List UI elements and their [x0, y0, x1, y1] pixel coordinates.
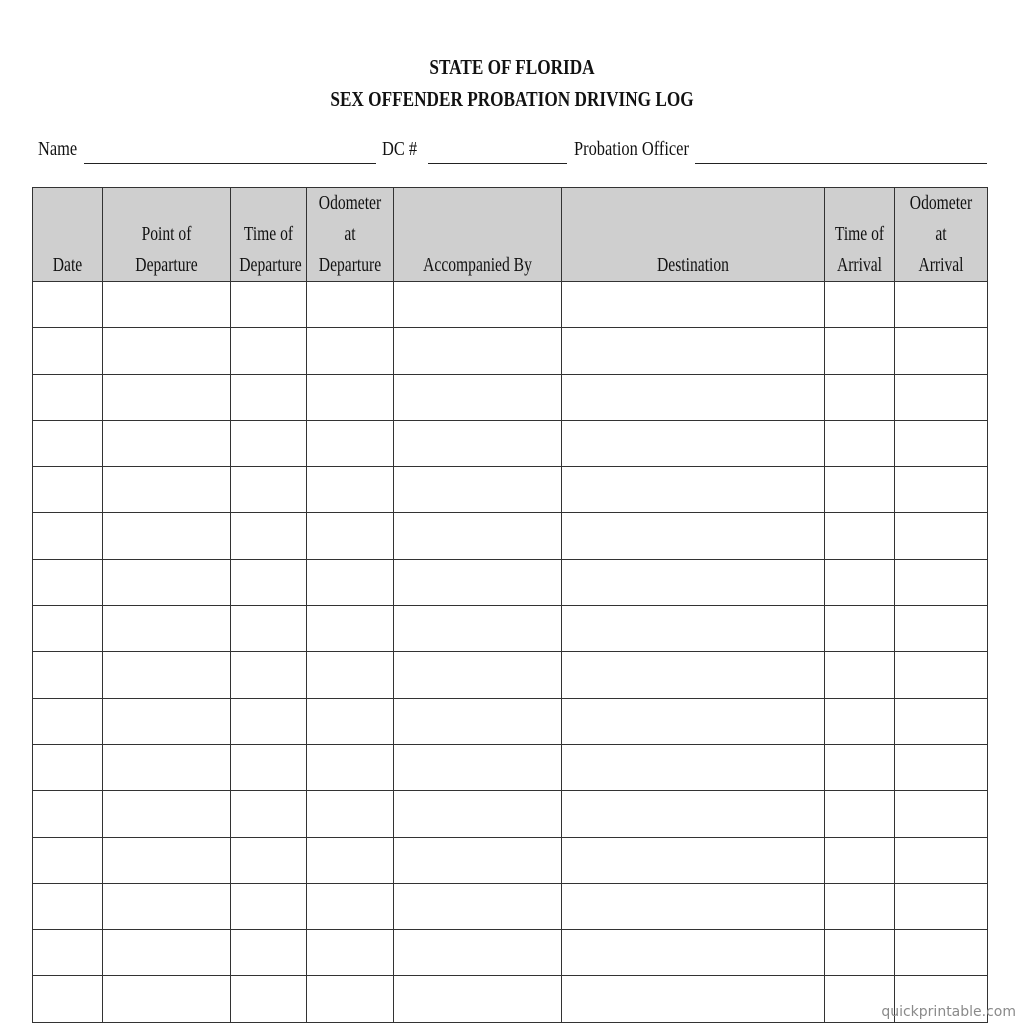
table-cell[interactable]: [562, 791, 825, 837]
table-cell[interactable]: [394, 606, 562, 652]
table-cell[interactable]: [231, 559, 307, 605]
table-cell[interactable]: [394, 652, 562, 698]
table-cell[interactable]: [103, 513, 231, 559]
table-cell[interactable]: [562, 976, 825, 1022]
form-title-log: SEX OFFENDER PROBATION DRIVING LOG: [330, 87, 694, 111]
table-row: [33, 374, 988, 420]
table-cell[interactable]: [33, 420, 103, 466]
table-cell[interactable]: [825, 791, 895, 837]
table-cell[interactable]: [103, 328, 231, 374]
table-cell[interactable]: [231, 374, 307, 420]
table-cell[interactable]: [307, 976, 394, 1022]
watermark: quickprintable.com: [881, 1004, 1016, 1020]
table-cell[interactable]: [231, 791, 307, 837]
table-cell[interactable]: [825, 420, 895, 466]
table-cell[interactable]: [231, 930, 307, 976]
table-cell[interactable]: [825, 559, 895, 605]
table-cell[interactable]: [231, 282, 307, 328]
table-cell[interactable]: [562, 883, 825, 929]
table-cell[interactable]: [825, 652, 895, 698]
table-row: [33, 467, 988, 513]
table-cell[interactable]: [103, 744, 231, 790]
table-cell[interactable]: [825, 930, 895, 976]
table-cell[interactable]: [307, 282, 394, 328]
table-cell[interactable]: [562, 930, 825, 976]
table-row: [33, 513, 988, 559]
table-cell[interactable]: [562, 698, 825, 744]
table-row: [33, 976, 988, 1022]
name-field[interactable]: [84, 163, 376, 164]
table-cell[interactable]: [895, 698, 988, 744]
table-cell[interactable]: [895, 883, 988, 929]
table-cell[interactable]: [394, 420, 562, 466]
table-cell[interactable]: [103, 559, 231, 605]
table-cell[interactable]: [231, 420, 307, 466]
table-cell[interactable]: [394, 744, 562, 790]
table-cell[interactable]: [231, 837, 307, 883]
table-cell[interactable]: [33, 837, 103, 883]
table-cell[interactable]: [394, 513, 562, 559]
table-cell[interactable]: [103, 976, 231, 1022]
table-cell[interactable]: [562, 513, 825, 559]
table-cell[interactable]: [307, 374, 394, 420]
table-cell[interactable]: [103, 374, 231, 420]
table-cell[interactable]: [825, 883, 895, 929]
table-cell[interactable]: [231, 467, 307, 513]
table-cell[interactable]: [895, 467, 988, 513]
table-row: [33, 883, 988, 929]
table-cell[interactable]: [825, 606, 895, 652]
table-cell[interactable]: [895, 559, 988, 605]
table-cell[interactable]: [103, 930, 231, 976]
table-cell[interactable]: [394, 374, 562, 420]
table-cell[interactable]: [394, 467, 562, 513]
table-cell[interactable]: [394, 883, 562, 929]
table-cell[interactable]: [33, 652, 103, 698]
column-header-odometer-at-departure: Odometer at Departure: [307, 188, 394, 282]
table-cell[interactable]: [394, 328, 562, 374]
table-cell[interactable]: [394, 791, 562, 837]
table-cell[interactable]: [394, 930, 562, 976]
table-cell[interactable]: [103, 837, 231, 883]
column-header-point-of-departure: Point of Departure: [103, 188, 231, 282]
table-cell[interactable]: [231, 328, 307, 374]
table-cell[interactable]: [825, 282, 895, 328]
table-cell[interactable]: [231, 976, 307, 1022]
table-cell[interactable]: [33, 606, 103, 652]
table-cell[interactable]: [307, 606, 394, 652]
column-header-odometer-at-arrival: Odometer at Arrival: [895, 188, 988, 282]
column-header-time-of-arrival: Time of Arrival: [825, 188, 895, 282]
table-cell[interactable]: [33, 559, 103, 605]
table-cell[interactable]: [103, 652, 231, 698]
table-cell[interactable]: [562, 374, 825, 420]
table-cell[interactable]: [33, 328, 103, 374]
table-cell[interactable]: [562, 652, 825, 698]
table-body: [33, 282, 988, 1023]
driving-log-table: [32, 187, 988, 1023]
table-cell[interactable]: [307, 744, 394, 790]
table-cell[interactable]: [307, 513, 394, 559]
table-cell[interactable]: [231, 744, 307, 790]
table-cell[interactable]: [895, 328, 988, 374]
table-row: [33, 420, 988, 466]
table-cell[interactable]: [33, 374, 103, 420]
table-cell[interactable]: [562, 328, 825, 374]
table-cell[interactable]: [895, 374, 988, 420]
table-cell[interactable]: [307, 837, 394, 883]
table-cell[interactable]: [307, 652, 394, 698]
table-cell[interactable]: [394, 698, 562, 744]
table-cell[interactable]: [103, 282, 231, 328]
table-cell[interactable]: [825, 837, 895, 883]
table-row: [33, 559, 988, 605]
table-cell[interactable]: [562, 282, 825, 328]
table-cell[interactable]: [103, 420, 231, 466]
table-cell[interactable]: [394, 282, 562, 328]
table-cell[interactable]: [307, 420, 394, 466]
table-cell[interactable]: [562, 837, 825, 883]
table-cell[interactable]: [103, 467, 231, 513]
table-cell[interactable]: [307, 791, 394, 837]
table-cell[interactable]: [562, 420, 825, 466]
table-cell[interactable]: [895, 791, 988, 837]
table-cell[interactable]: [562, 606, 825, 652]
table-row: [33, 698, 988, 744]
dc-number-label: DC #: [382, 138, 418, 160]
table-cell[interactable]: [231, 883, 307, 929]
table-row: [33, 930, 988, 976]
table-row: [33, 837, 988, 883]
probation-officer-field[interactable]: [695, 163, 987, 164]
table-cell[interactable]: [33, 513, 103, 559]
table-cell[interactable]: [895, 837, 988, 883]
table-cell[interactable]: [33, 744, 103, 790]
table-cell[interactable]: [825, 513, 895, 559]
table-cell[interactable]: [307, 698, 394, 744]
name-label: Name: [38, 138, 78, 160]
table-cell[interactable]: [103, 883, 231, 929]
table-row: [33, 328, 988, 374]
table-row: [33, 606, 988, 652]
table-header-row: [33, 188, 988, 282]
table-cell[interactable]: [231, 698, 307, 744]
form-title-state: STATE OF FLORIDA: [429, 55, 595, 79]
column-header-accompanied-by: Accompanied By: [394, 188, 562, 282]
table-cell[interactable]: [562, 744, 825, 790]
table-cell[interactable]: [307, 930, 394, 976]
table-cell[interactable]: [895, 930, 988, 976]
table-cell[interactable]: [231, 652, 307, 698]
table-cell[interactable]: [895, 744, 988, 790]
table-cell[interactable]: [895, 652, 988, 698]
table-row: [33, 791, 988, 837]
table-cell[interactable]: [895, 420, 988, 466]
table-cell[interactable]: [825, 744, 895, 790]
table-cell[interactable]: [394, 837, 562, 883]
table-cell[interactable]: [33, 467, 103, 513]
table-cell[interactable]: [562, 467, 825, 513]
dc-number-field[interactable]: [428, 163, 567, 164]
table-cell[interactable]: [825, 328, 895, 374]
table-cell[interactable]: [825, 374, 895, 420]
table-cell[interactable]: [33, 282, 103, 328]
table-cell[interactable]: [895, 606, 988, 652]
table-cell[interactable]: [33, 698, 103, 744]
table-cell[interactable]: [394, 559, 562, 605]
table-cell[interactable]: [895, 282, 988, 328]
table-cell[interactable]: [103, 698, 231, 744]
table-row: [33, 282, 988, 328]
table-cell[interactable]: [307, 467, 394, 513]
table-cell[interactable]: [825, 698, 895, 744]
table-cell[interactable]: [307, 883, 394, 929]
table-cell[interactable]: [231, 513, 307, 559]
table-cell[interactable]: [231, 606, 307, 652]
table-cell[interactable]: [562, 559, 825, 605]
table-cell[interactable]: [33, 791, 103, 837]
table-cell[interactable]: [825, 467, 895, 513]
table-cell[interactable]: [895, 513, 988, 559]
table-cell[interactable]: [33, 883, 103, 929]
table-cell[interactable]: [33, 976, 103, 1022]
table-row: [33, 652, 988, 698]
column-header-time-of-departure: Time of Departure: [231, 188, 307, 282]
table-cell[interactable]: [33, 930, 103, 976]
table-cell[interactable]: [103, 606, 231, 652]
table-cell[interactable]: [307, 559, 394, 605]
table-cell[interactable]: [103, 791, 231, 837]
column-header-destination: Destination: [562, 188, 825, 282]
probation-officer-label: Probation Officer: [574, 138, 689, 160]
table-cell[interactable]: [307, 328, 394, 374]
table-row: [33, 744, 988, 790]
table-cell[interactable]: [394, 976, 562, 1022]
column-header-date: Date: [33, 188, 103, 282]
